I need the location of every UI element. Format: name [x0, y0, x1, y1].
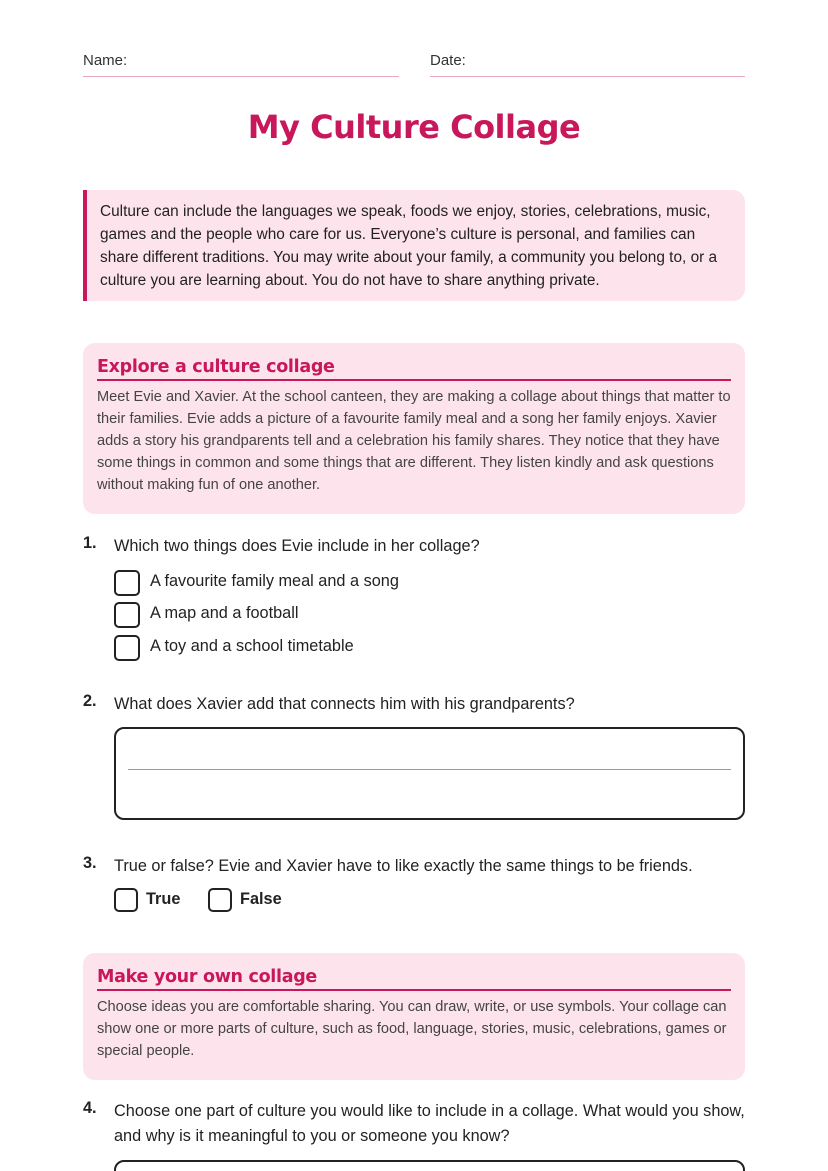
- intro-callout: Culture can include the languages we speak, foods we enjoy, stories, celebrations, music, games and the people who care for us. Everyone’s culture is personal, and families can share different traditions. You may write about your family, a community you belong to, or a culture you are learning about. You do not have to share anything private.: [83, 190, 745, 301]
- make-collage-heading: Make your own collage: [97, 967, 731, 991]
- explore-section: [83, 343, 745, 514]
- make-collage-body: Choose ideas you are comfortable sharing. You can draw, write, or use symbols. Your collage can show one or more parts of culture, such as food, language, stories, music, celebrations, games or special people.: [97, 999, 727, 1059]
- name-label: Name:: [83, 52, 128, 69]
- header-row: [83, 52, 745, 78]
- question-text: What does Xavier add that connects him with his grandparents?: [114, 695, 575, 713]
- question-2-answer-box[interactable]: [114, 727, 745, 820]
- question-4-answer-box[interactable]: [114, 1160, 745, 1171]
- option-label: True: [146, 890, 181, 908]
- checkbox[interactable]: [208, 888, 232, 912]
- question-number: 1.: [83, 534, 97, 552]
- question-1-option-1[interactable]: [114, 570, 714, 596]
- checkbox[interactable]: [114, 635, 140, 661]
- question-text: True or false? Evie and Xavier have to like exactly the same things to be friends.: [114, 857, 693, 875]
- date-field[interactable]: [430, 52, 745, 77]
- question-1-option-2[interactable]: [114, 602, 714, 628]
- question-number: 4.: [83, 1099, 97, 1117]
- option-label: A toy and a school timetable: [150, 637, 354, 655]
- checkbox[interactable]: [114, 570, 140, 596]
- date-label: Date:: [430, 52, 466, 69]
- page-title: My Culture Collage: [247, 108, 581, 146]
- question-text: Choose one part of culture you would like to include in a collage. What would you show, and why is it meaningful to you or someone you know?: [114, 1102, 745, 1145]
- checkbox[interactable]: [114, 888, 138, 912]
- name-field[interactable]: [83, 52, 399, 77]
- question-number: 2.: [83, 692, 97, 710]
- question-1-option-3[interactable]: [114, 635, 714, 661]
- true-option[interactable]: [114, 888, 204, 914]
- option-label: A map and a football: [150, 604, 299, 622]
- question-number: 3.: [83, 854, 97, 872]
- option-label: A favourite family meal and a song: [150, 572, 399, 590]
- explore-body: Meet Evie and Xavier. At the school canteen, they are making a collage about things that matter to their families. Evie adds a picture of a favourite family meal and a song her family enjoys. Xavier adds a story his grandparents tell and a celebration his family shares. They notice that they have some things in common and some things that are different. They listen kindly and ask questions without making fun of one another.: [97, 389, 731, 493]
- option-label: False: [240, 890, 282, 908]
- make-collage-section: [83, 953, 745, 1080]
- checkbox[interactable]: [114, 602, 140, 628]
- explore-heading: Explore a culture collage: [97, 357, 731, 381]
- question-text: Which two things does Evie include in her collage?: [114, 537, 480, 555]
- false-option[interactable]: [208, 888, 308, 914]
- answer-line: [128, 769, 731, 770]
